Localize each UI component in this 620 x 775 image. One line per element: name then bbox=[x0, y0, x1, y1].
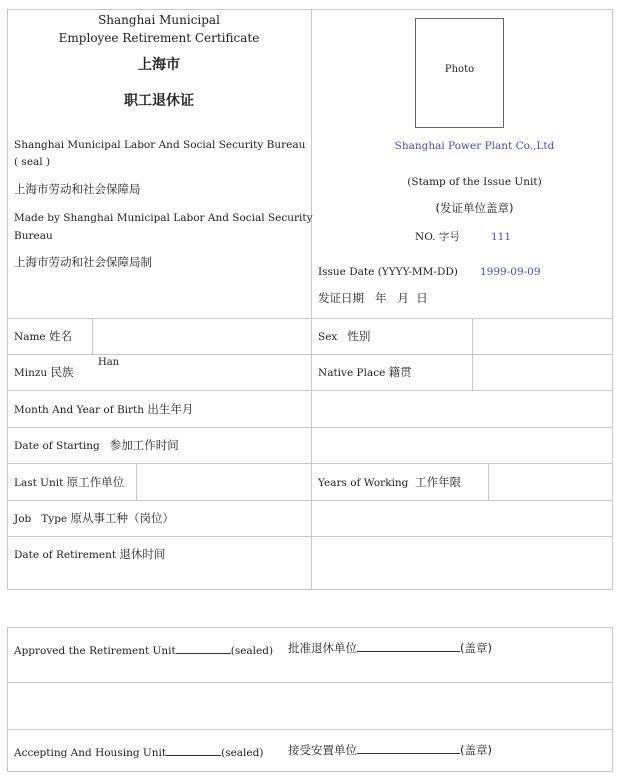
row-divider-lastunit bbox=[7, 500, 613, 501]
photo-label: Photo bbox=[444, 64, 475, 75]
row-divider-birth bbox=[7, 427, 613, 428]
starting-label: Date of Starting 参加工作时间 bbox=[14, 438, 179, 452]
issuer-name: Shanghai Power Plant Co.,Ltd bbox=[394, 140, 555, 152]
years-working-label: Years of Working 工作年限 bbox=[318, 475, 462, 489]
bureau-seal-zh: 上海市劳动和社会保障局 bbox=[14, 182, 141, 196]
lastunit-value-divider bbox=[136, 463, 137, 500]
made-by-zh: 上海市劳动和社会保障局制 bbox=[14, 255, 152, 269]
row-divider-name bbox=[7, 354, 613, 355]
title-zh-line1: 上海市 bbox=[138, 57, 180, 73]
accepting-unit-zh-blank[interactable] bbox=[357, 744, 460, 754]
sex-label: Sex 性别 bbox=[318, 329, 371, 343]
birth-label: Month And Year of Birth 出生年月 bbox=[14, 402, 194, 416]
accepting-unit-zh-line: 接受安置单位 (盖章) bbox=[288, 743, 492, 757]
row-divider-minzu bbox=[7, 390, 613, 391]
made-by-en-2: Bureau bbox=[14, 230, 53, 242]
job-type-label: Job Type 原从事工种（岗位） bbox=[14, 511, 174, 525]
stamp-zh: (发证单位盖章) bbox=[435, 201, 514, 215]
row-divider-starting bbox=[7, 463, 613, 464]
title-en-line1: Shanghai Municipal bbox=[98, 13, 220, 27]
accepting-unit-blank[interactable] bbox=[166, 746, 221, 756]
title-zh-line2: 职工退休证 bbox=[124, 93, 194, 109]
years-value-divider bbox=[488, 463, 489, 500]
number-value: 111 bbox=[491, 231, 512, 243]
approved-unit-zh-blank[interactable] bbox=[357, 642, 460, 652]
bureau-seal-en: Shanghai Municipal Labor And Social Security Bureau bbox=[14, 139, 306, 151]
row-divider-job bbox=[7, 536, 613, 537]
number-label: NO. 字号 bbox=[415, 231, 460, 243]
issue-date-zh: 发证日期 年 月 日 bbox=[318, 291, 428, 305]
approval-divider-1 bbox=[7, 682, 613, 683]
issue-date-label: Issue Date (YYYY-MM-DD) bbox=[318, 266, 458, 278]
issue-date-value: 1999-09-09 bbox=[480, 266, 541, 278]
last-unit-label: Last Unit 原工作单位 bbox=[14, 475, 125, 489]
approval-divider-2 bbox=[7, 729, 613, 730]
approved-unit-line: Approved the Retirement Unit (sealed) bbox=[14, 645, 274, 657]
minzu-label: Minzu 民族 bbox=[14, 365, 74, 379]
bureau-seal-en-2: ( seal ) bbox=[14, 156, 51, 168]
name-label: Name 姓名 bbox=[14, 329, 72, 343]
retirement-label: Date of Retirement 退休时间 bbox=[14, 547, 166, 561]
title-en-line2: Employee Retirement Certificate bbox=[58, 31, 260, 45]
accepting-unit-line: Accepting And Housing Unit (sealed) bbox=[14, 747, 264, 759]
approved-unit-zh-line: 批准退休单位 (盖章) bbox=[288, 641, 492, 655]
row-divider-header bbox=[7, 318, 613, 319]
minzu-value: Han bbox=[98, 357, 120, 368]
native-place-label: Native Place 籍贯 bbox=[318, 365, 412, 379]
made-by-en: Made by Shanghai Municipal Labor And Social Security bbox=[14, 212, 313, 224]
approved-unit-blank[interactable] bbox=[176, 644, 231, 654]
name-value-divider bbox=[92, 318, 93, 354]
sex-value-divider bbox=[472, 318, 473, 390]
stamp-en: (Stamp of the Issue Unit) bbox=[407, 176, 542, 188]
